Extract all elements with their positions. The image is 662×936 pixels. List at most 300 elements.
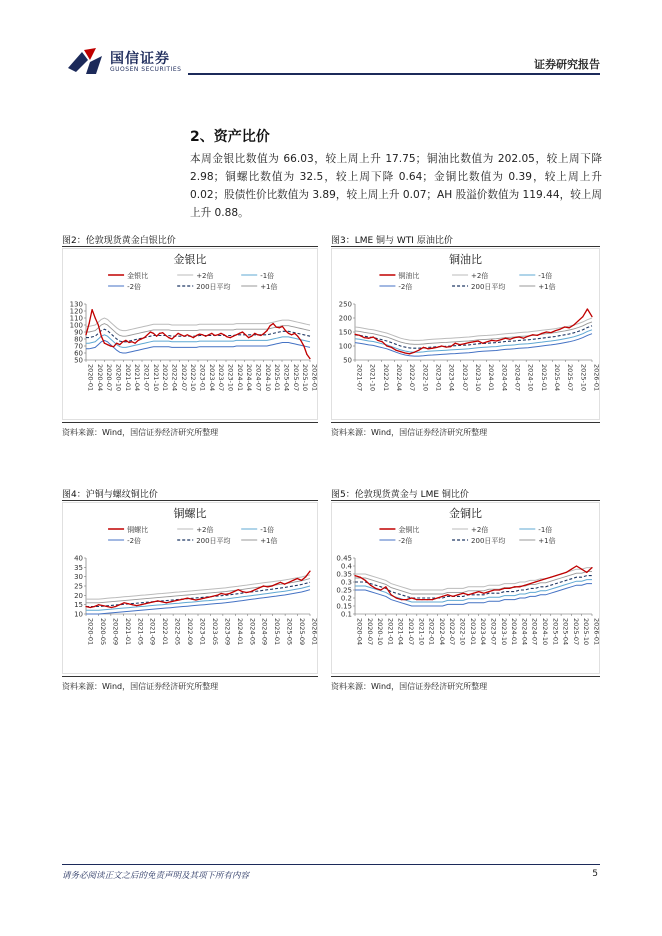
data-point — [373, 336, 374, 337]
x-tick-label: 2021-04 — [396, 618, 405, 646]
x-tick-label: 2020-07 — [105, 364, 114, 392]
y-tick-label: 0.45 — [336, 554, 352, 563]
x-tick-label: 2024-05 — [248, 618, 257, 646]
x-tick-label: 2022-04 — [395, 364, 403, 392]
figure-caption-rule — [62, 246, 318, 247]
y-tick-label: 20 — [74, 591, 83, 600]
x-tick-label: 2026-01 — [592, 364, 600, 392]
chart-border — [63, 503, 318, 674]
x-tick-label: 2025-10 — [579, 364, 588, 392]
x-tick-label: 2023-10 — [474, 364, 482, 392]
legend-label: 金银比 — [127, 272, 149, 280]
x-tick-label: 2021-07 — [142, 364, 151, 392]
data-point — [581, 569, 582, 570]
data-point — [561, 573, 562, 574]
x-tick-label: 2021-10 — [417, 618, 426, 646]
x-tick-label: 2025-01 — [273, 364, 282, 392]
data-point — [270, 325, 271, 326]
data-point — [157, 600, 158, 601]
data-point — [530, 583, 531, 584]
data-point — [288, 582, 289, 583]
data-point — [141, 338, 142, 339]
data-point — [227, 336, 228, 337]
x-tick-label: 2023-05 — [210, 618, 219, 646]
x-tick-label: 2025-04 — [561, 618, 570, 646]
data-point — [550, 332, 551, 333]
data-point — [135, 343, 136, 344]
data-point — [110, 345, 111, 346]
data-point — [541, 333, 542, 334]
data-point — [140, 604, 141, 605]
report-type: 证券研究报告 — [534, 58, 600, 71]
legend-label: -1倍 — [538, 526, 553, 534]
data-point — [138, 340, 139, 341]
data-point — [375, 588, 376, 589]
data-point — [98, 604, 99, 605]
figure-caption: 图3：LME 铜与 WTI 原油比价 — [331, 236, 453, 246]
data-point — [414, 352, 415, 353]
x-tick-label: 2020-07 — [365, 618, 374, 646]
data-point — [473, 341, 474, 342]
data-point — [432, 348, 433, 349]
figure-source-rule — [331, 422, 600, 423]
x-tick-label: 2021-10 — [151, 364, 160, 392]
x-tick-label: 2025-01 — [539, 364, 548, 392]
data-point — [191, 599, 192, 600]
data-point — [246, 592, 247, 593]
data-point — [377, 340, 378, 341]
data-point — [524, 585, 525, 586]
data-point — [85, 334, 86, 335]
data-point — [459, 344, 460, 345]
data-point — [500, 339, 501, 340]
data-point — [102, 605, 103, 606]
y-tick-label: 25 — [74, 582, 83, 591]
data-point — [555, 330, 556, 331]
data-point — [423, 347, 424, 348]
data-point — [216, 595, 217, 596]
figure-caption-rule — [331, 246, 600, 247]
data-point — [224, 334, 225, 335]
copper-oil-ratio-chart — [331, 248, 600, 420]
x-tick-label: 2025-01 — [551, 618, 560, 646]
data-point — [401, 599, 402, 600]
main-series-line — [355, 309, 592, 354]
data-point — [195, 599, 196, 600]
x-tick-label: 2020-09 — [111, 618, 120, 646]
x-tick-label: 2024-01 — [487, 364, 496, 392]
chart-title: 金银比 — [173, 253, 207, 266]
x-tick-label: 2022-01 — [427, 618, 436, 646]
data-point — [89, 323, 90, 324]
data-point — [400, 351, 401, 352]
x-tick-label: 2022-04 — [437, 618, 446, 646]
data-point — [181, 334, 182, 335]
data-point — [573, 324, 574, 325]
y-tick-label: 100 — [338, 342, 352, 351]
data-point — [214, 335, 215, 336]
x-tick-label: 2022-07 — [448, 618, 457, 646]
data-point — [364, 337, 365, 338]
data-point — [212, 596, 213, 597]
data-point — [441, 345, 442, 346]
legend-label: +2倍 — [471, 272, 489, 280]
data-point — [266, 330, 267, 331]
plus-2sd-line — [86, 318, 310, 331]
data-point — [259, 587, 260, 588]
data-point — [576, 565, 577, 566]
y-tick-label: 0.2 — [340, 594, 352, 603]
data-point — [550, 577, 551, 578]
y-tick-label: 0.1 — [340, 610, 352, 619]
y-tick-label: 130 — [69, 300, 83, 309]
x-tick-label: 2021-05 — [136, 618, 145, 646]
data-point — [279, 327, 280, 328]
data-point — [301, 580, 302, 581]
data-point — [528, 336, 529, 337]
x-tick-label: 2024-10 — [263, 364, 272, 392]
data-point — [254, 333, 255, 334]
data-point — [162, 601, 163, 602]
header-divider — [188, 73, 600, 75]
data-point — [446, 347, 447, 348]
data-point — [463, 593, 464, 594]
figure-source-rule — [62, 422, 318, 423]
data-point — [291, 334, 292, 335]
x-tick-label: 2022-10 — [421, 364, 430, 392]
data-point — [370, 585, 371, 586]
data-point — [560, 329, 561, 330]
data-point — [187, 598, 188, 599]
x-tick-label: 2022-01 — [161, 364, 170, 392]
x-tick-label: 2023-01 — [468, 618, 477, 646]
data-point — [184, 336, 185, 337]
data-point — [242, 331, 243, 332]
x-tick-label: 2021-01 — [386, 618, 395, 646]
data-point — [391, 347, 392, 348]
chart-title: 铜螺比 — [173, 507, 207, 520]
data-point — [230, 337, 231, 338]
data-point — [263, 333, 264, 334]
data-point — [170, 601, 171, 602]
x-tick-label: 2023-01 — [434, 364, 443, 392]
data-point — [468, 594, 469, 595]
x-tick-label: 2025-04 — [282, 364, 291, 392]
y-tick-label: 120 — [69, 307, 83, 316]
data-point — [514, 586, 515, 587]
data-point — [487, 341, 488, 342]
x-tick-label: 2020-10 — [376, 618, 385, 646]
x-tick-label: 2023-07 — [460, 364, 469, 392]
data-point — [150, 331, 151, 332]
x-tick-label: 2024-01 — [235, 618, 244, 646]
copper-rebar-ratio-chart — [62, 502, 318, 674]
data-point — [92, 309, 93, 310]
data-point — [395, 350, 396, 351]
data-point — [208, 597, 209, 598]
data-point — [473, 593, 474, 594]
x-tick-label: 2022-04 — [170, 364, 179, 392]
data-point — [297, 336, 298, 337]
data-point — [514, 337, 515, 338]
data-point — [193, 337, 194, 338]
data-point — [303, 345, 304, 346]
x-tick-label: 2023-07 — [217, 364, 226, 392]
x-tick-label: 2025-07 — [291, 364, 300, 392]
x-tick-label: 2020-04 — [95, 364, 104, 392]
data-point — [416, 599, 417, 600]
data-point — [509, 339, 510, 340]
chart-title: 金铜比 — [449, 507, 482, 520]
data-point — [199, 334, 200, 335]
x-tick-label: 2021-07 — [355, 364, 364, 392]
data-point — [95, 317, 96, 318]
legend-label: 金铜比 — [398, 526, 420, 534]
data-point — [478, 340, 479, 341]
legend-label: +1倍 — [260, 283, 278, 291]
data-point — [174, 600, 175, 601]
legend-label: -2倍 — [398, 283, 413, 291]
x-tick-label: 2023-10 — [226, 364, 235, 392]
data-point — [437, 597, 438, 598]
data-point — [499, 589, 500, 590]
data-point — [360, 577, 361, 578]
data-point — [125, 340, 126, 341]
data-point — [578, 320, 579, 321]
data-point — [98, 324, 99, 325]
data-point — [540, 580, 541, 581]
x-tick-label: 2020-01 — [86, 364, 95, 392]
data-point — [168, 337, 169, 338]
x-tick-label: 2023-07 — [489, 618, 498, 646]
y-tick-label: 100 — [69, 321, 83, 330]
y-tick-label: 90 — [74, 328, 83, 337]
data-point — [119, 344, 120, 345]
x-tick-label: 2023-01 — [198, 364, 207, 392]
figure-source-rule — [331, 676, 600, 677]
data-point — [239, 333, 240, 334]
data-point — [208, 334, 209, 335]
data-point — [225, 594, 226, 595]
data-point — [159, 333, 160, 334]
data-point — [153, 333, 154, 334]
x-tick-label: 2023-04 — [447, 364, 456, 392]
data-point — [432, 599, 433, 600]
x-tick-label: 2024-09 — [260, 618, 269, 646]
data-point — [174, 336, 175, 337]
data-point — [523, 338, 524, 339]
minus-2sd-line — [355, 334, 592, 356]
x-tick-label: 2023-04 — [207, 364, 216, 392]
x-tick-label: 2025-04 — [553, 364, 561, 392]
data-point — [564, 326, 565, 327]
data-point — [238, 589, 239, 590]
y-tick-label: 0.3 — [340, 578, 352, 587]
x-tick-label: 2020-05 — [98, 618, 107, 646]
data-point — [464, 343, 465, 344]
legend-label: 200日平均 — [471, 283, 506, 291]
logo-chinese-name: 国信证券 — [110, 51, 170, 67]
x-tick-label: 2024-04 — [500, 364, 509, 392]
data-point — [128, 342, 129, 343]
legend-label: +2倍 — [196, 272, 214, 280]
figure-caption: 图4：沪铜与螺纹铜比价 — [62, 490, 158, 500]
data-point — [285, 330, 286, 331]
data-point — [178, 599, 179, 600]
data-point — [505, 338, 506, 339]
gold-copper-ratio-chart — [331, 502, 600, 674]
data-point — [144, 337, 145, 338]
data-point — [365, 580, 366, 581]
x-tick-label: 2026-01 — [310, 364, 318, 392]
data-point — [187, 334, 188, 335]
data-point — [271, 585, 272, 586]
data-point — [457, 594, 458, 595]
legend-label: -2倍 — [127, 283, 142, 291]
data-point — [107, 606, 108, 607]
figure-source: 资料来源：Wind，国信证券经济研究所整理 — [331, 682, 488, 691]
data-point — [153, 601, 154, 602]
data-point — [165, 335, 166, 336]
data-point — [532, 334, 533, 335]
data-point — [284, 584, 285, 585]
data-point — [115, 606, 116, 607]
y-tick-label: 35 — [74, 563, 83, 572]
plus-1sd-line — [355, 322, 592, 344]
x-tick-label: 2021-07 — [407, 618, 416, 646]
data-point — [411, 597, 412, 598]
data-point — [488, 591, 489, 592]
y-tick-label: 0.15 — [336, 602, 352, 611]
data-point — [591, 316, 592, 317]
data-point — [309, 358, 310, 359]
legend-label: +1倍 — [538, 537, 556, 545]
data-point — [385, 586, 386, 587]
page-number: 5 — [592, 869, 598, 879]
figure-caption: 图2：伦敦现货黄金白银比价 — [62, 236, 176, 246]
y-tick-label: 80 — [74, 335, 83, 344]
legend-label: +1倍 — [260, 537, 278, 545]
data-point — [273, 323, 274, 324]
data-point — [276, 584, 277, 585]
x-tick-label: 2023-01 — [198, 618, 207, 646]
y-tick-label: 250 — [338, 300, 352, 309]
figure-source: 资料来源：Wind，国信证券经济研究所整理 — [62, 682, 219, 691]
x-tick-label: 2022-05 — [173, 618, 182, 646]
data-point — [405, 352, 406, 353]
data-point — [263, 585, 264, 586]
data-point — [162, 332, 163, 333]
data-point — [294, 333, 295, 334]
x-tick-label: 2023-10 — [499, 618, 508, 646]
footer-disclaimer: 请务必阅读正文之后的免责声明及其项下所有内容 — [62, 871, 250, 881]
legend-label: 200日平均 — [196, 283, 231, 291]
legend-label: -1倍 — [260, 526, 275, 534]
data-point — [250, 591, 251, 592]
data-point — [128, 603, 129, 604]
legend-label: 铜油比 — [398, 272, 420, 280]
data-point — [116, 343, 117, 344]
data-point — [571, 569, 572, 570]
x-tick-label: 2024-07 — [530, 618, 539, 646]
data-point — [132, 604, 133, 605]
data-point — [494, 589, 495, 590]
x-tick-label: 2021-01 — [123, 618, 132, 646]
legend-label: -2倍 — [398, 537, 413, 545]
data-point — [519, 336, 520, 337]
figure-caption-rule — [331, 500, 600, 501]
y-tick-label: 0.4 — [340, 562, 352, 571]
x-tick-label: 2021-04 — [133, 364, 142, 392]
x-tick-label: 2022-10 — [458, 618, 467, 646]
data-point — [535, 581, 536, 582]
guosen-logo-icon — [66, 46, 106, 78]
data-point — [190, 336, 191, 337]
y-tick-label: 150 — [338, 328, 352, 337]
data-point — [382, 341, 383, 342]
x-tick-label: 2023-04 — [479, 618, 488, 646]
chart-title: 铜油比 — [449, 253, 482, 266]
x-tick-label: 2025-10 — [582, 618, 591, 646]
data-point — [380, 589, 381, 590]
data-point — [491, 340, 492, 341]
data-point — [113, 346, 114, 347]
data-point — [537, 335, 538, 336]
data-point — [131, 341, 132, 342]
x-tick-label: 2025-09 — [298, 618, 307, 646]
data-point — [300, 340, 301, 341]
y-tick-label: 0.25 — [336, 586, 352, 595]
data-point — [427, 348, 428, 349]
x-tick-label: 2026-01 — [310, 618, 318, 646]
data-point — [555, 575, 556, 576]
data-point — [107, 344, 108, 345]
figure-source: 资料来源：Wind，国信证券经济研究所整理 — [331, 428, 488, 437]
data-point — [280, 582, 281, 583]
data-point — [452, 596, 453, 597]
data-point — [478, 591, 479, 592]
data-point — [200, 599, 201, 600]
figure-source-rule — [62, 676, 318, 677]
data-point — [468, 342, 469, 343]
data-point — [546, 331, 547, 332]
chart-border — [332, 249, 600, 420]
data-point — [220, 333, 221, 334]
data-point — [442, 596, 443, 597]
data-point — [569, 327, 570, 328]
data-point — [171, 338, 172, 339]
data-point — [421, 599, 422, 600]
data-point — [166, 602, 167, 603]
data-point — [359, 335, 360, 336]
data-point — [267, 586, 268, 587]
data-point — [242, 591, 243, 592]
legend-label: +1倍 — [538, 283, 556, 291]
data-point — [136, 605, 137, 606]
x-tick-label: 2025-07 — [571, 618, 580, 646]
data-point — [586, 572, 587, 573]
x-tick-label: 2024-01 — [510, 618, 519, 646]
data-point — [354, 575, 355, 576]
data-point — [94, 606, 95, 607]
data-point — [519, 586, 520, 587]
x-tick-label: 2025-01 — [273, 618, 282, 646]
y-tick-label: 0.35 — [336, 570, 352, 579]
x-tick-label: 2024-07 — [254, 364, 263, 392]
data-point — [545, 578, 546, 579]
y-tick-label: 40 — [74, 554, 83, 563]
data-point — [455, 343, 456, 344]
